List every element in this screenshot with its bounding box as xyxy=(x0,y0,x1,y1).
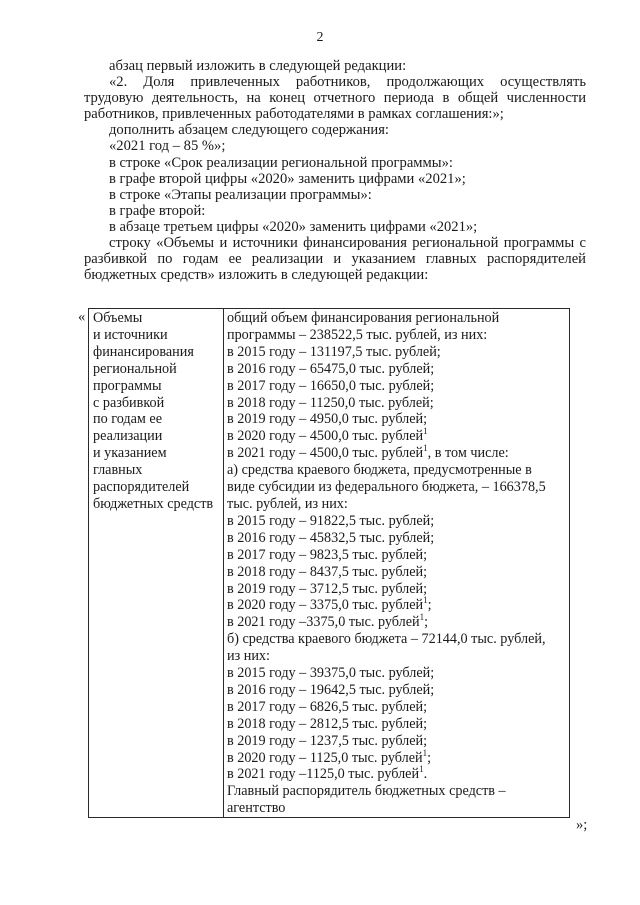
table-value-line xyxy=(227,614,567,631)
table-value-line xyxy=(227,581,567,598)
table-value-text: в 2015 году – 131197,5 тыс. рублей; xyxy=(227,343,441,360)
table-value-line xyxy=(227,462,567,479)
page-number: 2 xyxy=(316,30,324,45)
table-value-text: в 2017 году – 16650,0 тыс. рублей; xyxy=(227,377,435,394)
footnote-marker: 1 xyxy=(423,443,428,454)
table-value-text: в 2019 году – 1237,5 тыс. рублей; xyxy=(227,732,428,749)
table-row xyxy=(89,309,570,818)
paragraph: «2021 год – 85 %»; xyxy=(109,138,226,155)
footnote-marker: 1 xyxy=(423,426,428,437)
table-value-line xyxy=(227,747,567,767)
table-value-text: в 2017 году – 9823,5 тыс. рублей; xyxy=(227,546,428,563)
table-value-text: Главный распорядитель бюджетных средств – xyxy=(227,783,506,800)
table-value-text: в 2017 году – 6826,5 тыс. рублей; xyxy=(227,698,428,715)
table-value-text: а) средства краевого бюджета, предусмотренные в xyxy=(227,462,532,479)
table-value-line xyxy=(227,699,567,716)
table-label-line: финансирования xyxy=(93,343,194,360)
table-value-text: в 2021 году – 4500,0 тыс. рублей xyxy=(227,445,424,462)
table-cell-value xyxy=(224,309,570,818)
document-body xyxy=(84,58,586,283)
table-value-suffix: ; xyxy=(427,597,432,614)
table-label-line: Объемы xyxy=(93,310,143,326)
table-label-line: и указанием xyxy=(93,445,167,462)
table-value-line xyxy=(227,513,567,530)
paragraph: в строке «Этапы реализации программы»: xyxy=(109,186,372,203)
table-value-line xyxy=(227,496,567,513)
table-value-line xyxy=(227,733,567,750)
table-value-text: в 2018 году – 2812,5 тыс. рублей; xyxy=(227,715,428,732)
table-value-text: в 2021 году –1125,0 тыс. рублей xyxy=(227,766,420,783)
table-value-line xyxy=(227,530,567,547)
table-value-line xyxy=(227,428,567,445)
table-value-line xyxy=(227,479,567,496)
paragraph: дополнить абзацем следующего содержания: xyxy=(109,122,389,139)
open-quote: « xyxy=(78,309,86,325)
table-label-line: реализации xyxy=(93,428,163,445)
table-value-line xyxy=(227,361,567,378)
table-value-text: программы – 238522,5 тыс. рублей, из них: xyxy=(227,326,488,343)
table-value-line xyxy=(227,766,567,783)
table-label-line: региональной xyxy=(93,360,177,377)
table-value-line xyxy=(227,411,567,428)
paragraph: в графе второй цифры «2020» заменить цифрами «2021»; xyxy=(109,170,466,187)
table-value-text: из них: xyxy=(227,648,270,665)
table-value-suffix: ; xyxy=(427,749,432,766)
table-value-text: в 2018 году – 11250,0 тыс. рублей; xyxy=(227,394,434,411)
table-label-line: главных xyxy=(93,462,143,479)
table-value-line xyxy=(227,344,567,361)
table-label-line: распорядителей xyxy=(93,479,190,496)
table-value-text: в 2021 году –3375,0 тыс. рублей xyxy=(227,614,420,631)
table-value-line xyxy=(227,564,567,581)
table-value-text: тыс. рублей, из них: xyxy=(227,495,348,512)
table-value-line xyxy=(227,682,567,699)
table-label-line: по годам ее xyxy=(93,411,163,428)
table-value-suffix: . xyxy=(423,766,428,783)
footnote-marker: 1 xyxy=(423,595,428,606)
table-value-text: в 2020 году – 4500,0 тыс. рублей xyxy=(227,428,424,445)
table-value-text: в 2015 году – 39375,0 тыс. рублей; xyxy=(227,665,435,682)
table-value-line xyxy=(227,310,567,327)
table-value-line xyxy=(227,597,567,614)
close-quote: »; xyxy=(576,817,588,833)
paragraph: в графе второй: xyxy=(109,202,206,219)
table-value-text: в 2020 году – 1125,0 тыс. рублей xyxy=(227,749,423,766)
table-value-line xyxy=(227,327,567,344)
table-label-line: бюджетных средств xyxy=(93,495,214,512)
table-label-line: и источники xyxy=(93,326,168,343)
paragraph: в абзаце третьем цифры «2020» заменить цифрами «2021»; xyxy=(109,218,478,235)
table-value-line xyxy=(227,395,567,412)
table-value-text: в 2016 году – 45832,5 тыс. рублей; xyxy=(227,529,435,546)
paragraph: строку «Объемы и источники финансирования региональной программы с разбивкой по годам ее реализации и указанием главных распорядителей бюджетных средств» изложить в следующей редакции: xyxy=(84,235,586,284)
table-value-text: в 2016 году – 65475,0 тыс. рублей; xyxy=(227,360,435,377)
table-value-line xyxy=(227,631,567,648)
table-cell-label xyxy=(89,309,224,818)
footnote-marker: 1 xyxy=(419,764,424,775)
table-value-line xyxy=(227,445,567,462)
table-value-text: в 2020 году – 3375,0 тыс. рублей xyxy=(227,597,424,614)
table-value-text: в 2016 году – 19642,5 тыс. рублей; xyxy=(227,681,435,698)
financing-table xyxy=(88,308,570,818)
table-value-suffix: , в том числе: xyxy=(427,445,509,462)
table-value-line xyxy=(227,800,567,817)
table-label-line: программы xyxy=(93,377,162,394)
table-value-text: б) средства краевого бюджета – 72144,0 тыс. рублей, xyxy=(227,631,546,648)
table-value-line xyxy=(227,378,567,395)
table-value-text: в 2019 году – 4950,0 тыс. рублей; xyxy=(227,411,428,428)
table-value-suffix: ; xyxy=(424,614,429,631)
table-value-text: общий объем финансирования региональной xyxy=(227,310,500,326)
table-value-text: в 2019 году – 3712,5 тыс. рублей; xyxy=(227,580,428,597)
table-value-text: в 2018 году – 8437,5 тыс. рублей; xyxy=(227,563,428,580)
paragraph: абзац первый изложить в следующей редакции: xyxy=(109,58,407,74)
table-value-text: в 2015 году – 91822,5 тыс. рублей; xyxy=(227,512,435,529)
footnote-marker: 1 xyxy=(422,747,428,758)
table-label-line: с разбивкой xyxy=(93,394,165,411)
footnote-marker: 1 xyxy=(419,612,425,623)
table-value-text: агентство xyxy=(227,800,286,817)
table-value-line xyxy=(227,648,567,665)
table-value-text: виде субсидии из федерального бюджета, – 166378,5 xyxy=(227,479,546,496)
paragraph: в строке «Срок реализации региональной программы»: xyxy=(109,154,453,171)
table-value-line xyxy=(227,716,567,733)
table-value-line xyxy=(227,783,567,800)
paragraph: «2. Доля привлеченных работников, продолжающих осуществлять трудовую деятельность, на конец отчетного периода в общей численности работников, привлеченных работодателями в рамках соглашения:»; xyxy=(84,74,586,123)
table-value-line xyxy=(227,665,567,682)
table-value-line xyxy=(227,547,567,564)
